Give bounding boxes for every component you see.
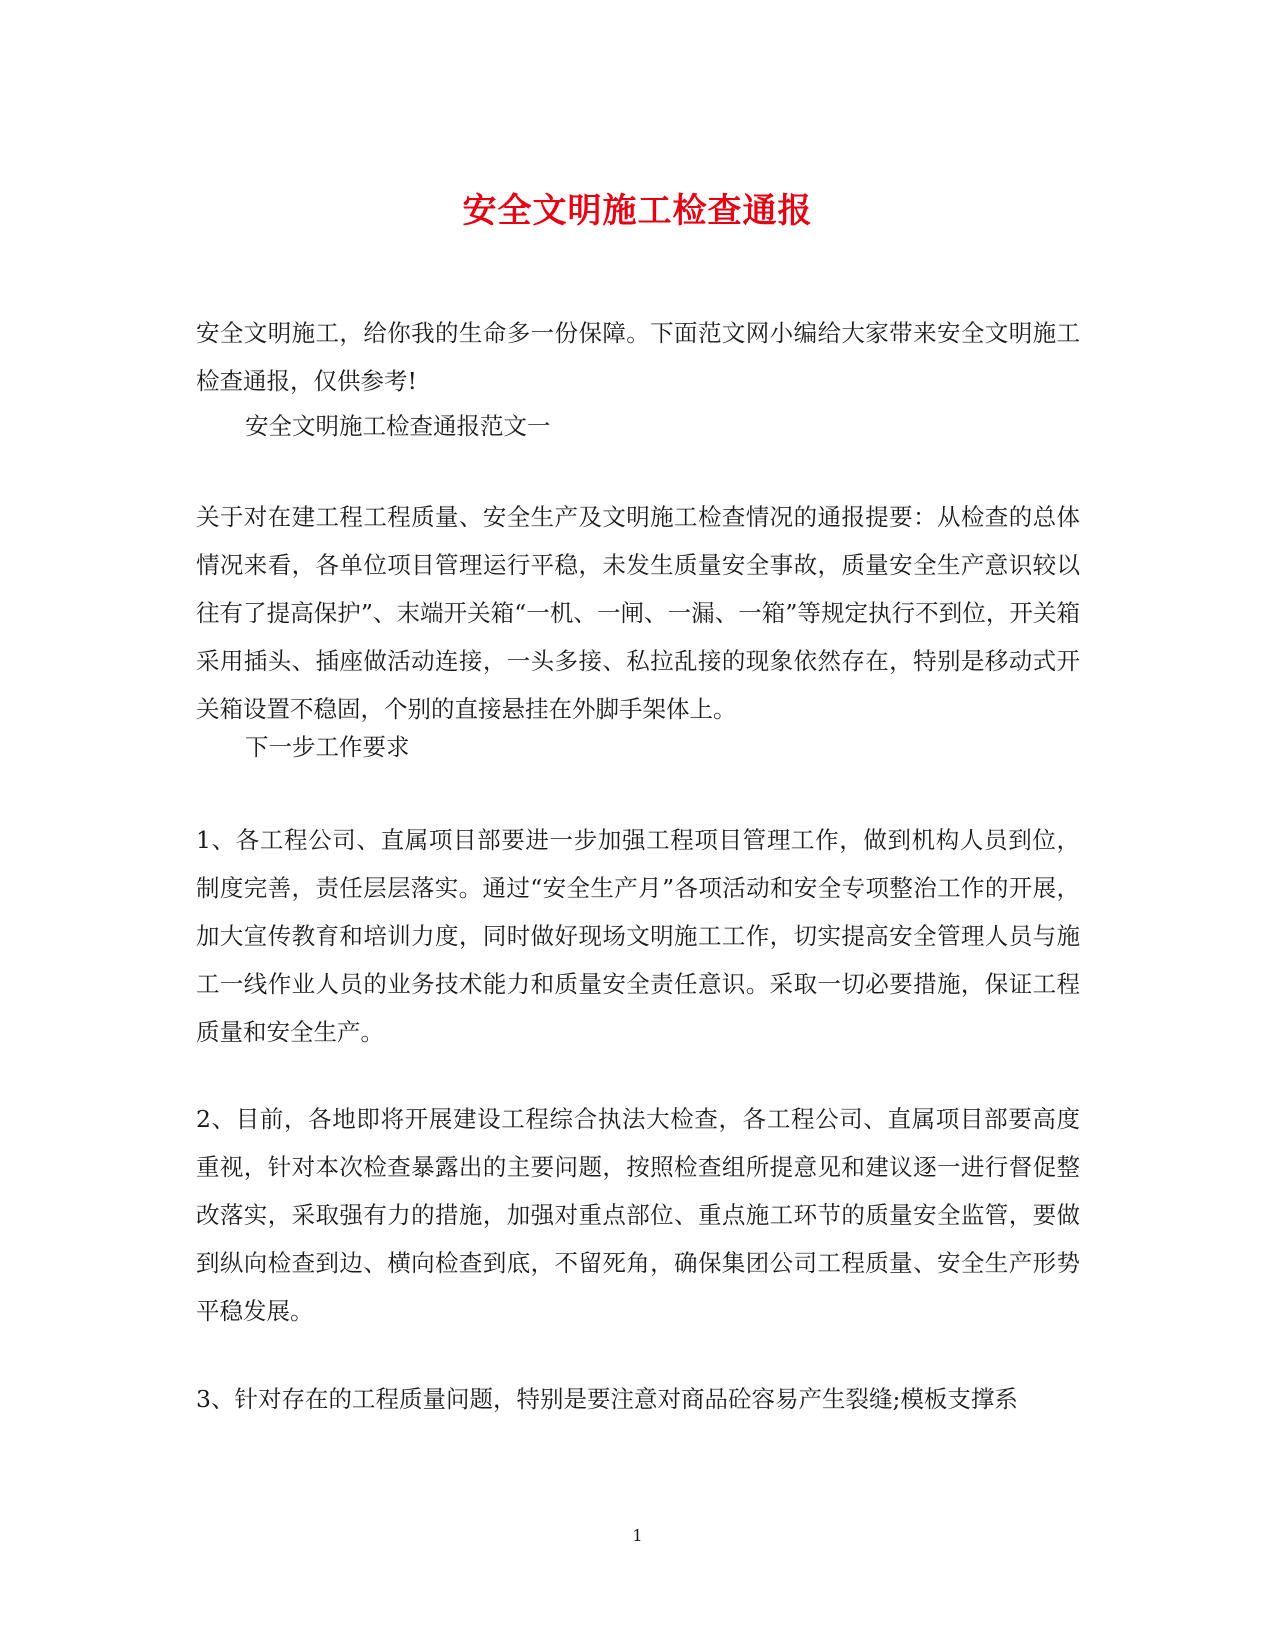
document-title: 安全文明施工检查通报 (462, 190, 813, 231)
page-number: 1 (632, 1526, 643, 1545)
summary-paragraph: 关于对在建工程工程质量、安全生产及文明施工检查情况的通报提要：从检查的总体情况来看，各单位项目管理运行平稳，未发生质量安全事故，质量安全生产意识较以往有了提高保护”、末端开关箱“一机、一闸、一漏、一箱”等规定执行不到位，开关箱采用插头、插座做活动连接，一头多接、私拉乱接的现象依然存在，特别是移动式开关箱设置不稳固，个别的直接悬挂在外脚手架体上。 (196, 503, 1080, 723)
next-steps-heading: 下一步工作要求 (245, 733, 410, 761)
requirement-item-1: 1、各工程公司、直属项目部要进一步加强工程项目管理工作，做到机构人员到位，制度完善，责任层层落实。通过“安全生产月”各项活动和安全专项整治工作的开展，加大宣传教育和培训力度，同时做好现场文明施工工作，切实提高安全管理人员与施工一线作业人员的业务技术能力和质量安全责任意识。采取一切必要措施，保证工程质量和安全生产。 (196, 826, 1080, 1046)
intro-paragraph: 安全文明施工，给你我的生命多一份保障。下面范文网小编给大家带来安全文明施工检查通报，仅供参考! (196, 319, 1080, 395)
sample-heading: 安全文明施工检查通报范文一 (245, 412, 551, 440)
requirement-item-3: 3、针对存在的工程质量问题，特别是要注意对商品砼容易产生裂缝;模板支撑系 (196, 1385, 1018, 1413)
requirement-item-2: 2、目前，各地即将开展建设工程综合执法大检查，各工程公司、直属项目部要高度重视，针对本次检查暴露出的主要问题，按照检查组所提意见和建议逐一进行督促整改落实，采取强有力的措施，加强对重点部位、重点施工环节的质量安全监管，要做到纵向检查到边、横向检查到底，不留死角，确保集团公司工程质量、安全生产形势平稳发展。 (196, 1105, 1080, 1325)
